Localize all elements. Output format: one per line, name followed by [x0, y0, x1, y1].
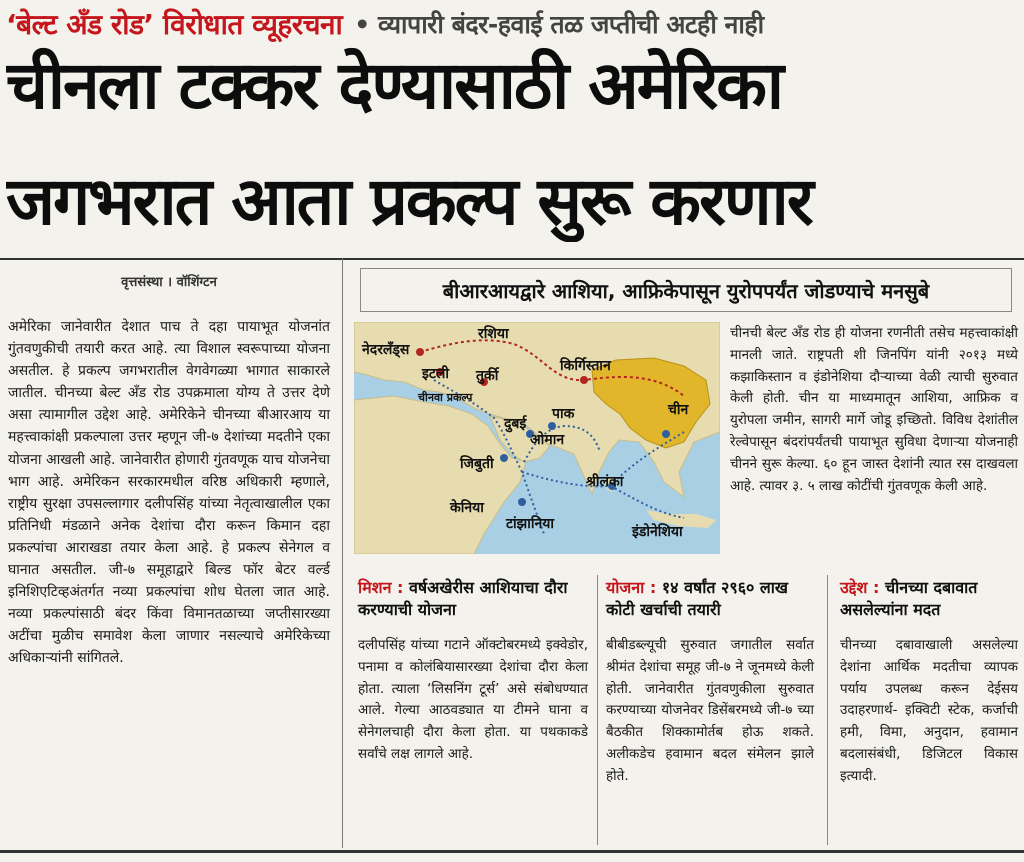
headline-line-1: चीनला टक्कर देण्यासाठी अमेरिका	[6, 47, 783, 124]
kicker-gray: • व्यापारी बंदर-हवाई तळ जप्तीची अटही नाही	[354, 10, 764, 39]
bri-description: चीनची बेल्ट अँड रोड ही योजना रणनीती तसेच महत्त्वाकांक्षी मानली जाते. राष्ट्रपती शी जिनपिंग यांनी २०१३ मध्ये कझाकिस्तान व इंडोनेशिया दौऱ्याच्या वेळी त्याची सुरुवात केली होती. चीन या माध्यमातून आशिया, आफ्रिक व युरोपला जमीन, सागरी मार्गे जोडू इच्छितो. विविध देशांतील रेल्वेपासून बंदरांपर्यंतची पायाभूत सुविधा देणाऱ्या योजनाही चीनने सुरू केल्या. ६० हून जास्त देशांनी त्यात रस दाखवला आहे. त्यावर ३. ५ लाख कोटींची गुंतवणूक केली आहे.	[730, 325, 1018, 494]
box-purpose	[840, 577, 1018, 788]
map-label-tanzania: टांझानिया	[506, 516, 555, 532]
box-divider	[827, 575, 828, 845]
kicker-red: ‘बेल्ट अँड रोड’ विरोधात व्यूहरचना	[6, 8, 343, 41]
map-label-pakistan: पाक	[552, 406, 575, 422]
map-label-dubai: दुबई	[504, 416, 527, 432]
left-body-text: अमेरिका जानेवारीत देशात पाच ते दहा पायाभूत योजनांत गुंतवणुकीची तयारी करत आहे. त्या विशाल स्वरूपाच्या योजना असतील. हे प्रकल्प जगभरातील वेगवेगळ्या भागात साकारले जातील. चीनच्या बेल्ट अँड रोड उपक्रमाला योग्य ते उत्तर देणे असा त्यामागील उद्देश आहे. अमेरिकेने चीनच्या बीआरआय या महत्त्वाकांक्षी प्रकल्पाला उत्तर म्हणून जी-७ देशांच्या मदतीने एका योजना आखली आहे. जानेवारीत होणारी गुंतवणूक याच योजनेचा भाग आहे. अमेरिकन सरकारमधील वरिष्ठ अधिकारी म्हणाले, राष्ट्रीय सुरक्षा उपसल्लागार दलीपसिंह यांच्या नेतृत्वाखालील एका प्रतिनिधी मंडळाने अनेक देशांचा दौरा करून किमान दहा प्रकल्पांचा आराखडा तयार केला आहे. हे प्रकल्प सेनेगल व घानात असतील. जी-७ समूहाद्वारे बिल्ड फॉर बेटर वर्ल्ड इनिशिएटिव्हअंतर्गत नव्या प्रकल्पांचा शोध घेतला जात आहे. नव्या प्रकल्पांसाठी बंदर किंवा विमानतळाच्या जप्तीसारख्या अटींचा मुळीच समावेश केला जाणार नसल्याचे अमेरिकेच्या अधिकाऱ्यांनी सांगितले.	[8, 319, 331, 667]
box-mission-title: वर्षअखेरीस आशियाचा दौरा करण्याची योजना	[358, 578, 568, 619]
map-label-kyrgyzstan: किर्गिस्तान	[560, 358, 611, 374]
bottom-rule	[0, 850, 1024, 853]
city-kenya	[518, 498, 526, 506]
map-label-china: चीन	[668, 402, 689, 418]
box-purpose-body: चीनच्या दबावाखाली असलेल्या देशांना आर्थिक मदतीचा व्यापक पर्याय उपलब्ध करून देईसय उदाहरणार्थ- इक्विटी स्टेक, कर्जाची हमी, विमा, अनुदान, हवामान बदलासंबंधी, डिजिटल विकास इत्यादी.	[840, 637, 1018, 784]
map-label-russia: रशिया	[478, 326, 509, 342]
box-mission-heading	[358, 577, 588, 621]
box-plan-heading	[606, 577, 814, 621]
subhead: बीआरआयद्वारे आशिया, आफ्रिकेपासून युरोपपर्यंत जोडण्याचे मनसुबे	[360, 268, 1012, 312]
divider	[0, 258, 1024, 260]
map-label-oman: ओमान	[530, 432, 565, 448]
map-label-china-pipeline: चीनवा प्रकल्प	[418, 391, 473, 404]
box-plan-body: बीबीडब्ल्यूची सुरुवात जगातील सर्वात श्रीमंत देशांचा समूह जी-७ ने जूनमध्ये केली होती. जानेवारीत गुंतवणुकीला सुरुवात करण्याच्या योजनेवर डिसेंबरमध्ये जी-७ च्या बैठकीत शिक्कामोर्तब होऊ शकते. अलीकडेच हवामान बदल संमेलन झाले होते.	[606, 637, 814, 784]
box-mission-body: दलीपसिंह यांच्या गटाने ऑक्टोबरमध्ये इक्वेडोर, पनामा व कोलंबियासारख्या देशांचा दौरा केला होता. त्याला ‘लिसनिंग टूर्स’ असे संबोधण्यात आले. गेल्या आठवड्यात या टीमने घाना व सेनेगलचाही दौरा केला होता. या पथकाकडे सर्वांचे लक्ष लागले आहे.	[358, 637, 588, 762]
box-plan-tag: योजना :	[606, 578, 657, 597]
city-djibouti	[500, 454, 508, 462]
kicker	[6, 2, 1018, 46]
city-kyrgyzstan	[580, 376, 588, 384]
city-pakistan	[548, 422, 556, 430]
box-mission	[358, 577, 588, 766]
map-label-srilanka: श्रीलंका	[586, 474, 624, 490]
box-plan-title: १४ वर्षांत २९६० लाख कोटी खर्चाची तयारी	[606, 578, 788, 619]
map-label-italy: इटली	[422, 366, 450, 382]
box-purpose-heading	[840, 577, 1018, 621]
map-label-kenya: केनिया	[450, 500, 484, 516]
box-purpose-title: चीनच्या दबावात असलेल्यांना मदत	[840, 578, 978, 619]
dateline: वृत्तसंस्था । वॉशिंग्टन	[121, 275, 217, 290]
box-plan	[606, 577, 814, 788]
bri-map	[354, 322, 720, 554]
map-label-turkey: तुर्की	[476, 368, 499, 384]
city-china-port	[662, 430, 670, 438]
box-divider	[597, 575, 598, 845]
box-mission-tag: मिशन :	[358, 578, 404, 597]
map-label-djibouti: जिबुती	[460, 456, 494, 472]
column-divider	[342, 258, 343, 848]
city-netherlands	[416, 348, 424, 356]
headline-line-2: जगभरात आता प्रकल्प सुरू करणार	[6, 163, 812, 240]
map-label-indonesia: इंडोनेशिया	[632, 524, 683, 540]
map-label-netherlands: नेदरलँड्स	[362, 342, 410, 358]
box-purpose-tag: उद्देश :	[840, 578, 880, 597]
